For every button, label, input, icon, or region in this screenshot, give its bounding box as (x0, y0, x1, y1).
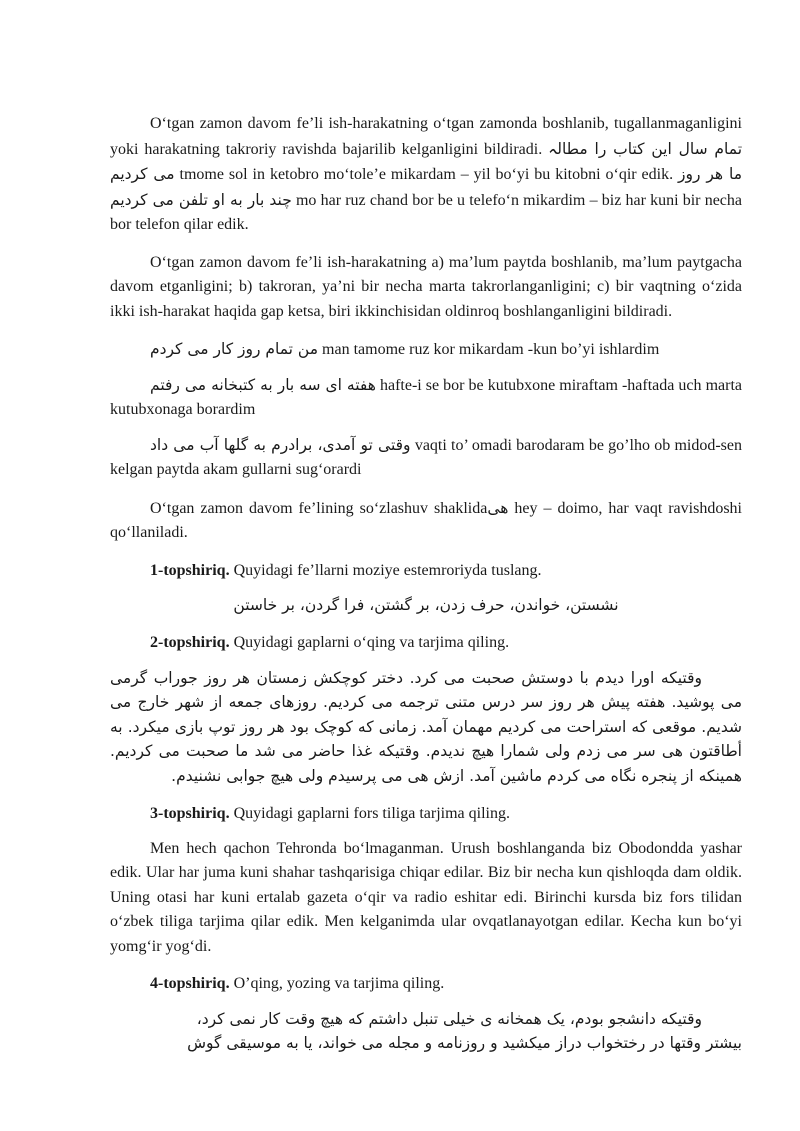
persian-example: تمام سال این کتاب را مطالہ می کردیم (110, 139, 743, 183)
document-page (110, 112, 742, 1070)
task-label: 3-topshiriq. (150, 805, 230, 822)
task-1-verbs: نشستن، خواندن، حرف زدن، بر گشتن، فرا گردن، بر خاستن (233, 596, 619, 614)
task-3-text: Men hech qachon Tehronda bo‘lmaganman. Urush boshlanganda biz Obodondda yashar edik. Ular har juma kuni shahar tashqarisiga chiqar edilar. Biz bir necha kun qishloqda dam oldik. Uning otasi har kuni ertalab gazeta o‘qir va radio eshitar edi. Birinchi kursda biz fors tilidan o‘zbek tiliga tarjima qilar edik. Men kelganimda ular ovqatlanayotgan edilar. Kecha kun bo‘yi yomg‘ir yog‘di. (110, 839, 742, 955)
task-label: 4-topshiriq. (150, 975, 230, 992)
paragraph-usage (110, 251, 742, 325)
task-4-text (110, 1007, 742, 1056)
example-translation: hafte-i se bor be kutubxone miraftam -haftada uch marta kutubxonaga borardim (110, 376, 743, 418)
task-4-line: وقتیکه دانشجو بودم، یک همخانه ی خیلی تنبل داشتم که هیچ وقت کار نمی کرد، (196, 1009, 702, 1028)
paragraph-text: O‘tgan zamon davom fe’li ish-harakatning o‘tgan zamonda boshlanib, tugallanmaganligini yoki harakatning takroriy ravishda bajarilib kelganligini bildiradi. (110, 115, 742, 158)
task-instruction: Quyidagi fe’llarni moziye estemroriyda tuslang. (233, 561, 542, 579)
paragraph-text: O‘tgan zamon davom fe’li ish-harakatning a) ma’lum paytda boshlanib, ma’lum paytgacha davom etganligini; b) takroran, ya’ni bir necha marta takrorlanganligini; c) bir vaqtning o‘zida ikki ish-harakat haqida gap ketsa, biri ikkinchisidan oldinroq boshlanganligini bildiradi. (110, 253, 742, 320)
example-line (110, 433, 742, 483)
paragraph-colloquial (110, 496, 742, 546)
task-label: 1-topshiriq. (150, 561, 230, 579)
task-instruction: O’qing, yozing va tarjima qiling. (233, 975, 445, 992)
paragraph-text: hey – doimo, har vaqt ravishdoshi qo‘llaniladi. (110, 499, 743, 541)
task-instruction: Quyidagi gaplarni o‘qing va tarjima qiling. (233, 634, 510, 651)
paragraph-text: O‘tgan zamon davom fe’lining so‘zlashuv shaklida (150, 499, 488, 517)
task-1 (110, 559, 742, 584)
task-label: 2-topshiriq. (150, 634, 230, 651)
example-translation: man tamome ruz kor mikardam -kun bo’yi ishlardim (322, 341, 660, 358)
persian-example: وقتی تو آمدی، برادرم به گلها آب می داد (150, 435, 411, 454)
example-line (110, 337, 742, 363)
task-4 (110, 972, 742, 997)
example-translation: vaqti to’ omadi barodaram be go’lho ob midod-sen kelgan paytda akam gullarni sug‘orardi (110, 436, 743, 478)
persian-word: هی (487, 498, 509, 517)
persian-example: ما هر روز چند بار به او تلفن می کردیم (110, 165, 743, 209)
persian-example: من تمام روز کار می کردم (150, 340, 319, 358)
paragraph-text: tmome sol in ketobro mo‘tole’e mikardam – yil bo‘yi bu kitobni o‘qir edik. (179, 166, 674, 183)
paragraph-text: mo har ruz chand bor be u telefo‘n mikardim – biz har kuni bir necha bor telefon qilar edik. (110, 191, 742, 233)
task-2-text: وقتیکه اورا دیدم با دوستش صحبت می کرد. دختر کوچکش زمستان هر روز جوراب گرمی می پوشید. هفته پیش هر روز سر درس متنی ترجمه می کردیم. روزهای جمعه از شهر خارج می شدیم. موقعی که استراحت می کردیم مهمان آمد. زمانی که کوچک بود هر روز توپ بازی میکرد. به أطاقتون هی سر می زدم ولی شمارا هیچ ندیدم. وقتیکه غذا حاضر می شد ما صحبت می کردیم. همینکه از پنجره نگاه می کردم ماشین آمد. ازش هی می پرسیدم ولی هیچ جوابی نشنیدم. (110, 668, 742, 785)
persian-example: هفته ای سه بار به کتبخانه می رفتم (150, 375, 376, 394)
task-4-line: بیشتر وقتها در رختخواب دراز میکشید و روزنامه و مجله می خواند، یا به موسیقی گوش (187, 1034, 742, 1052)
task-instruction: Quyidagi gaplarni fors tiliga tarjima qiling. (233, 805, 510, 822)
paragraph-definition (110, 112, 742, 238)
task-2 (110, 631, 742, 656)
example-line (110, 373, 742, 423)
task-3 (110, 802, 742, 827)
